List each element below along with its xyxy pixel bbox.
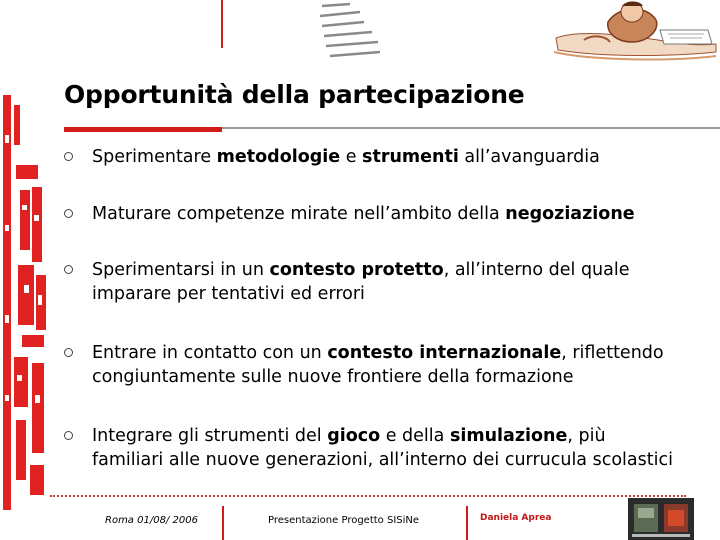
bullet-text-bold: simulazione xyxy=(449,426,568,446)
businessman-clipart-icon xyxy=(548,0,720,70)
slide-title: Opportunità della partecipazione xyxy=(64,80,525,109)
bullet-text-run: , più familiari alle nuove generazioni, all’interno dei currucula scolastici xyxy=(92,426,673,470)
bullet-text-run: Entrare in contatto con un xyxy=(92,343,328,363)
bullet-text-run: , riflettendo congiuntamente sulle nuove frontiere della formazione xyxy=(92,343,664,387)
bullet-text xyxy=(92,424,674,472)
footer-project: Presentazione Progetto SISiNe xyxy=(268,515,420,526)
bullet-text-run: all’avanguardia xyxy=(458,147,600,167)
bullet-text xyxy=(92,145,674,169)
bullet-text xyxy=(92,341,674,389)
title-underline-accent xyxy=(64,127,222,132)
bullet-text-bold: metodologie xyxy=(216,147,341,167)
bullet-text-run: e della xyxy=(380,426,450,446)
bullet-text-run: Sperimentare xyxy=(92,147,217,167)
project-logo-icon xyxy=(628,498,694,540)
footer-separator xyxy=(466,506,468,540)
bullet-circle-icon xyxy=(64,209,73,218)
bullet-text-run: Integrare gli strumenti del xyxy=(92,426,328,446)
bullet-text-bold: strumenti xyxy=(362,147,459,167)
bullet-text xyxy=(92,202,674,226)
footer-separator xyxy=(222,506,224,540)
bullet-item xyxy=(64,202,674,226)
bullet-text-run: e xyxy=(340,147,363,167)
bullet-text xyxy=(92,258,674,306)
top-divider-line xyxy=(221,0,223,48)
footer-divider xyxy=(50,495,686,497)
bullet-text-run: Sperimentarsi in un xyxy=(92,260,270,280)
sketch-lines-graphic-icon xyxy=(320,0,382,60)
bullet-text-bold: negoziazione xyxy=(505,204,635,224)
bullet-text-run: , all’interno del quale imparare per tentativi ed errori xyxy=(92,260,630,304)
bullet-item xyxy=(64,145,674,169)
bullet-item xyxy=(64,258,674,306)
bullet-item xyxy=(64,341,674,389)
bullet-item xyxy=(64,424,674,472)
footer-author: Daniela Aprea xyxy=(480,513,552,523)
bullet-text-bold: contesto internazionale xyxy=(327,343,562,363)
bullet-text-run: Maturare competenze mirate nell’ambito della xyxy=(92,204,506,224)
decorative-text-strip-icon xyxy=(0,95,55,510)
bullet-text-bold: gioco xyxy=(327,426,381,446)
bullet-circle-icon xyxy=(64,348,73,357)
bullet-circle-icon xyxy=(64,265,73,274)
bullet-text-bold: contesto protetto xyxy=(269,260,444,280)
footer-date: Roma 01/08/ 2006 xyxy=(105,515,198,526)
bullet-circle-icon xyxy=(64,152,73,161)
bullet-circle-icon xyxy=(64,431,73,440)
